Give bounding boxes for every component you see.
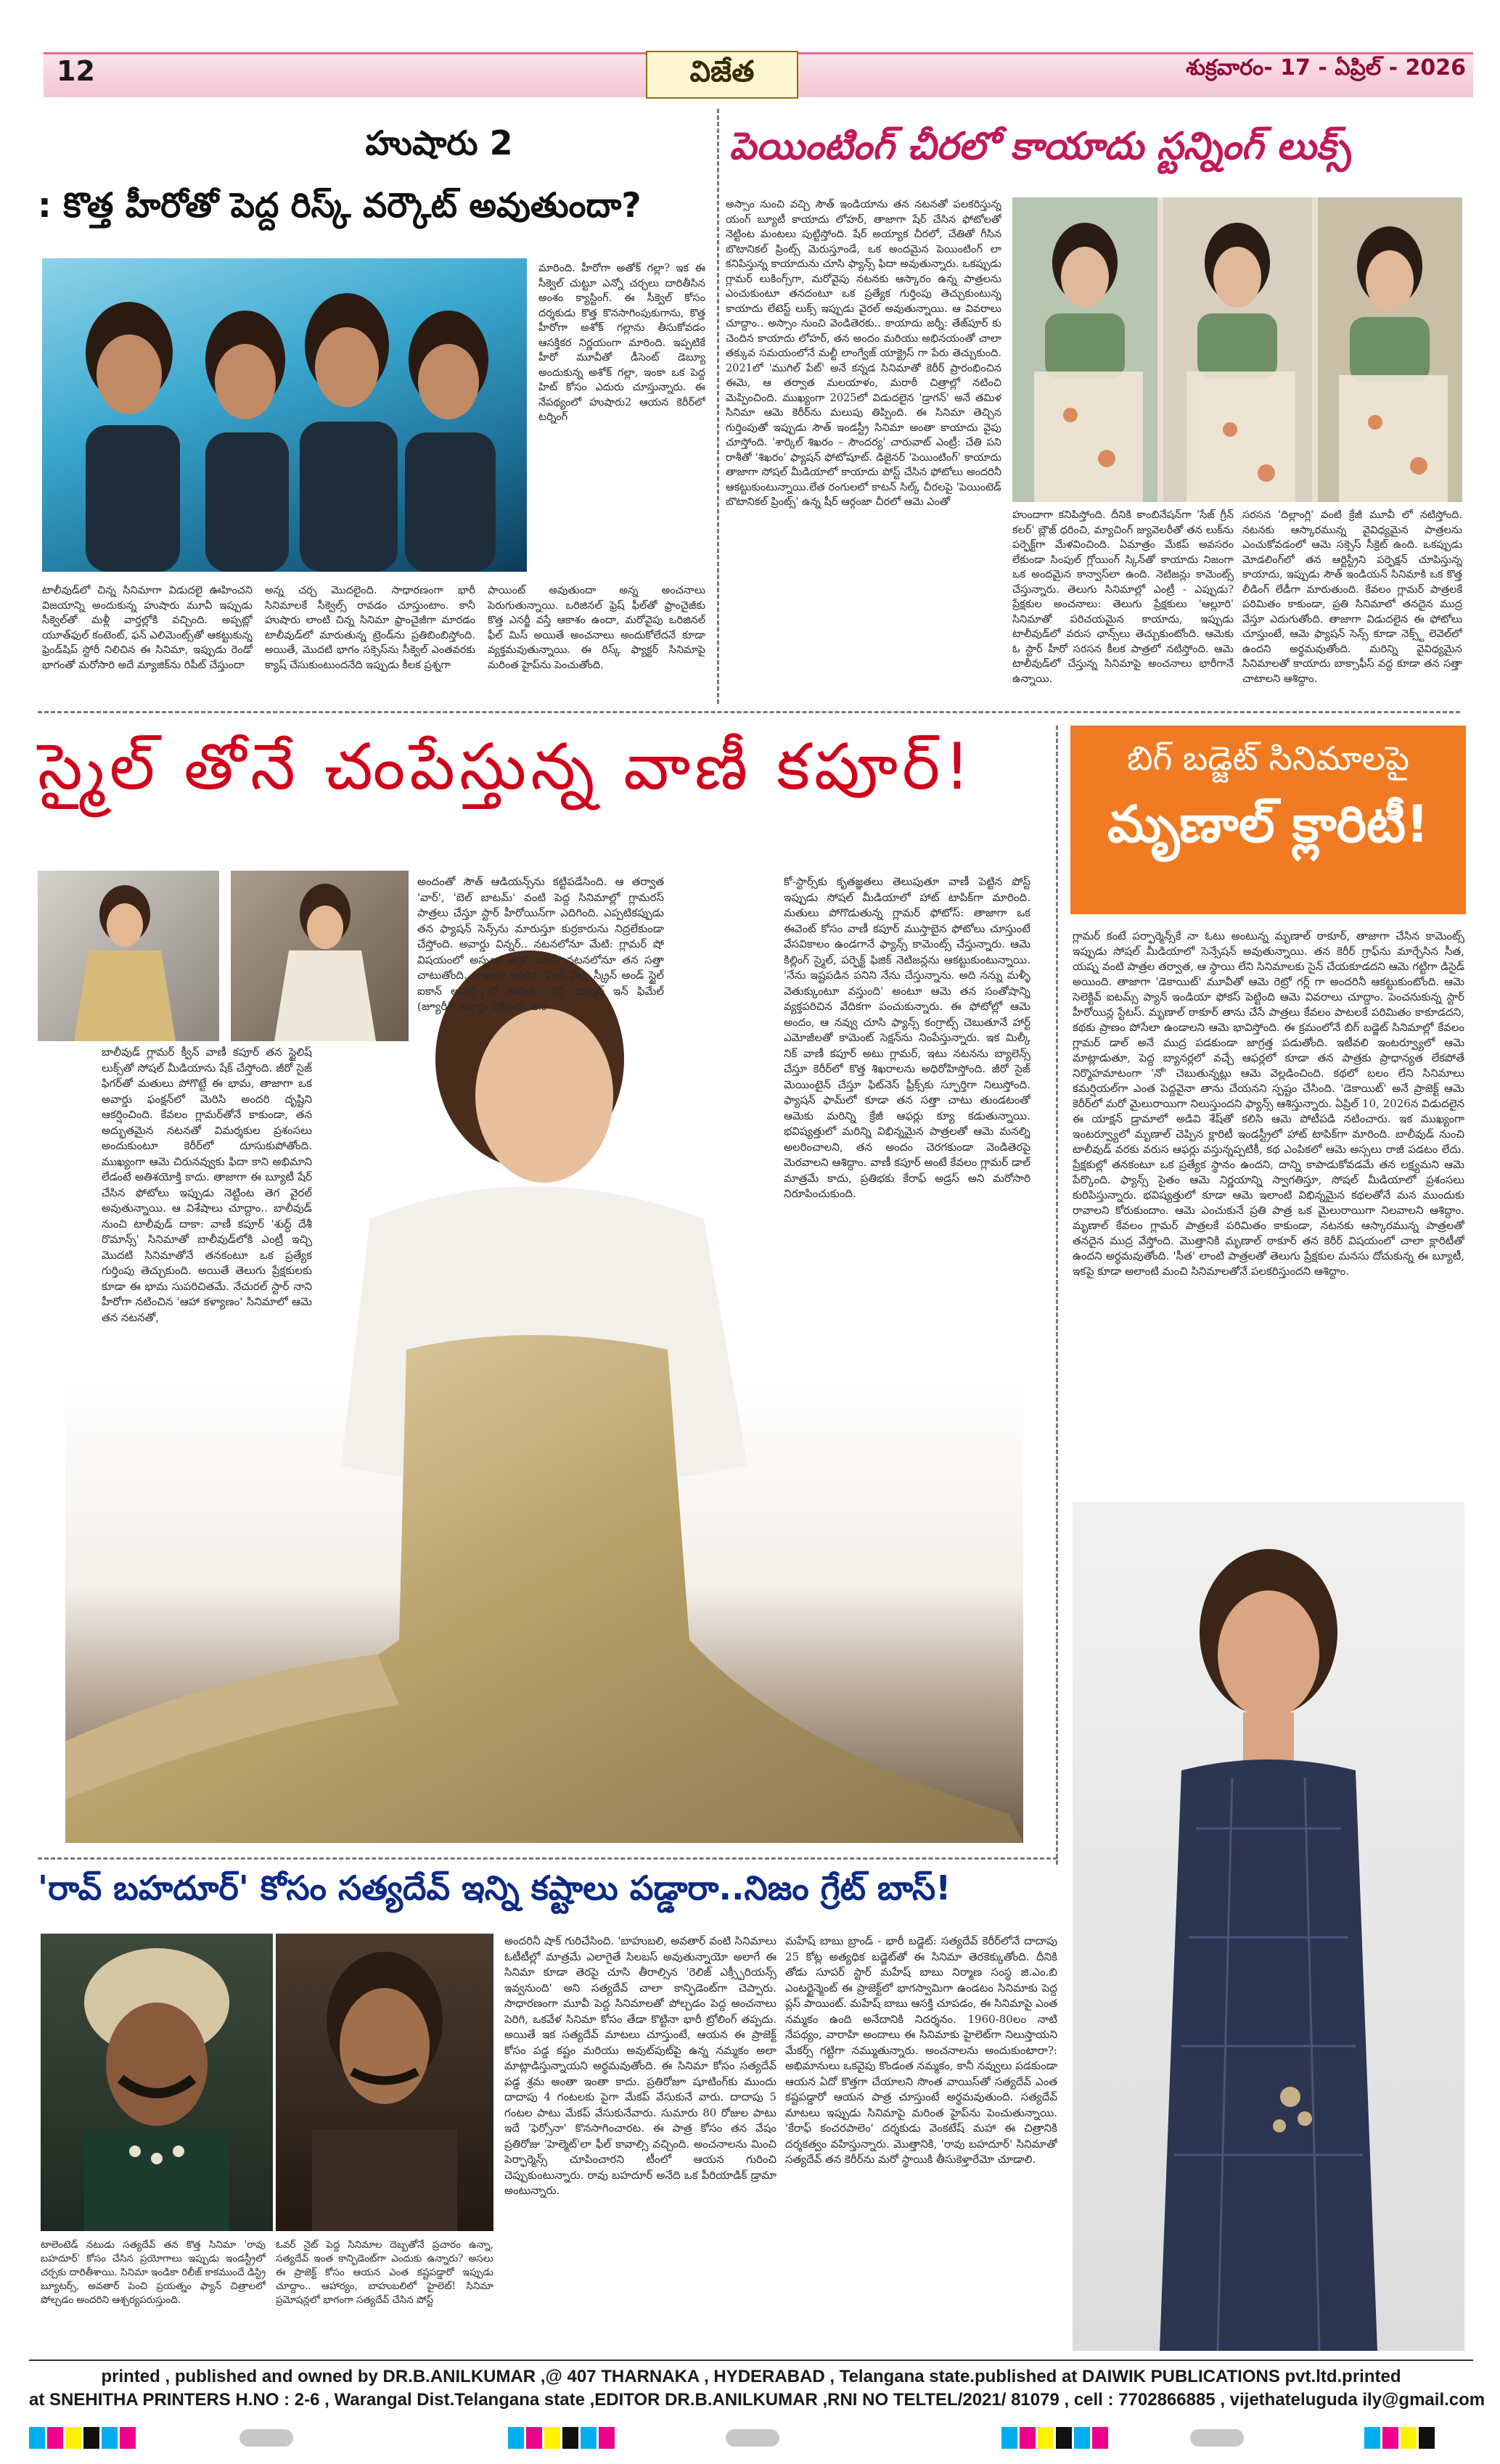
footer-imprint-line2: at SNEHITHA PRINTERS H.NO : 2-6 , Warangal Dist.Telangana state ,EDITOR DR.B.ANILKUMAR ,RNI NO TELTEL/2021/ 81079 , cell : 7702866885 , vijethateluguda ily@gmail.com bbox=[29, 2390, 1485, 2410]
vaani-text-mid: అందంతో సౌత్ ఆడియన్స్‌ను కట్టిపడేసింది. ఆ తర్వాత 'వార్', 'బెల్ బాటమ్' వంటి పెద్ద సినిమాల్లో గ్లామరస్ పాత్రలు చేస్తూ స్టార్ హీరోయిన్‌గా ఎదిగింది. ఎప్పటికప్పుడు తన ఫ్యాషన్ సెన్స్‌ను మారుస్తూ కుర్రకారును నిద్రలేకుండా చేస్తోంది. అవార్డు విన్నర్.. నటనలోనూ మేటి: గ్లామర్ షో విషయంలో అస్సలు తగ్గని వాణీ, నటనలోనూ తన సత్తా చాటుతోంది. తాజాగా జరిగిన 'పింక్ విల్లా స్క్రీన్ అండ్ స్టైల్ ఐకాన్ అవార్డ్స్'లో ఈమెకు 'బెస్ట్ యాక్టర్ ఇన్ ఫిమేల్ (జ్యూరీ)' అవార్డు దక్కింది. తన bbox=[417, 875, 664, 1013]
color-registration-bar-right bbox=[1001, 2427, 1110, 2452]
kayadu-text-top: అస్సాం నుంచి వచ్చి సౌత్ ఇండియాను తన నటనతో పలకరిస్తున్న యంగ్ బ్యూటీ కాయాదు లోహర్, తాజాగా షేర్ చేసిన ఫోటోలతో నెట్టింట మంటలు పుట్టిస్తోంది. షేర్ అయ్యాక చీరలో, చేతితో గీసిన బొటానికల్ ప్రింట్స్ మెరుస్తూండే, ఒక అందమైన పెయింటింగ్ లా కనిపిస్తున్న కాయాదును చూసి ఫ్యాన్స్ ఫిదా అవుతున్నారు. ఒకప్పుడు గ్లామర్ లుకింగ్స్‌గా, మరోవైపు నటనకు ఆస్కారం ఉన్న పాత్రలను ఎంచుకుంటూ తనదంటూ ఒక ప్రత్యేక గుర్తింపు తెచ్చుకుంటున్న కాయాదు లేటెస్ట్ లుక్స్ ఇప్పుడు వైరల్ అవుతున్నాయి. ఆ వివరాలు చూద్దాం.. అస్సాం నుంచి వెండితెరకు.. కాయాదు జర్నీ: తేజ్‌పూర్ కు చెందిన కాయాదు లోహర్, తన అందం మరియు అభినయంతో చాలా తక్కువ సమయంలోనే మల్టీ లాంగ్వేజ్ యాక్ట్రెస్ గా పేరు తెచ్చుకుంది. 2021లో 'ముగిల్ పేట్' అనే కన్నడ సినిమాతో కెరీర్ ప్రారంభించిన ఈమె, ఆ తర్వాత మలయాళం, మరాఠీ చిత్రాల్లో నటించి మెప్పించింది. ముఖ్యంగా 2025లో విడుదలైన 'డ్రాగన్' అనే తమిళ సినిమా ఆమె కెరీర్‌ను మలుపు తిప్పింది. ఈ సినిమా తెచ్చిన గుర్తింపుతో ఇప్పుడు సౌత్ ఇండస్ట్రీ సినిమా అంతా కాయాదు వైపు చూస్తోంది. 'శార్కిల్‌ శిఖరం – సౌందర్య' చారువాట్ ఎంట్రీ: చేతి పని రాశీతో 'శిఖరం' ఫ్యాషన్ ఫోటోషూట్. డిజైనర్ 'పెయింటింగ్' కాయాదు తాజాగా సోషల్ మీడియాలో కాయాదు పోస్ట్ చేసిన ఫోటోలు అందరినీ ఆకట్టుకుంటున్నాయి.లేత రంగులలో కాటన్ సిల్క్ చీరలపై 'పెయింటెడ్ బొటానికల్ ప్రింట్స్' ఉన్న షీర్ ఆర్గంజా చీరలో ఆమె ఎంతో bbox=[726, 199, 1001, 508]
page-number: 12 bbox=[57, 55, 95, 87]
mrunal-title-line2: మృణాల్ క్లారిటీ! bbox=[1107, 794, 1430, 854]
satyadev-photo-moustache bbox=[276, 1934, 493, 2231]
registration-oval bbox=[726, 2429, 779, 2447]
group-photo-illustration bbox=[42, 258, 527, 572]
satyadev-photo-turban bbox=[41, 1934, 273, 2231]
kayadu-saree-illustration bbox=[1012, 197, 1462, 502]
kayadu-title: పెయింటింగ్ చీరలో కాయాదు స్టన్నింగ్ లుక్స్ bbox=[729, 125, 1351, 168]
color-registration-bar-mid bbox=[508, 2427, 617, 2452]
satyadev-title: 'రావ్ బహదూర్' కోసం సత్యదేవ్ ఇన్ని కష్టాలు పడ్డారా..నిజం గ్రేట్ బాస్! bbox=[38, 1868, 951, 1907]
husharu-text-col3: పాయింట్ అవుతుందా అన్న అంచనాలు పెరుగుతున్నాయి. ఒరిజినల్ ఫ్రెష్ ఫీల్‌తో ఫ్రాంచైజీకు కొత్త ఎనర్జీ వస్తే ఆకాశం ఉందా, మరోవైపు ఒరిజినల్ ఫీల్ మిస్ అయితే అంచనాలు అందుకోలేదనే కూడా వ్యక్తమవుతున్నాయి. ఈ రిస్క్ ఫ్యాక్టర్ సినిమాపై మరింత హైప్‌ను పెంచుతోంది. bbox=[488, 585, 705, 671]
color-registration-bar-left bbox=[29, 2427, 138, 2452]
kayadu-saree-photos bbox=[1012, 197, 1462, 502]
husharu-text-col2: అన్న చర్చ మొదలైంది. సాధారణంగా భారీ సినిమాలకే సీక్వెల్స్ రావడం చూస్తుంటాం. కానీ హుషారు లాంటి చిన్న సినిమా ఫ్రాంచైజీగా మారడం టాలీవుడ్‌లో మారుతున్న ట్రెండ్‌ను ప్రతిబింబిస్తోంది. అయితే, మొదటి భాగం సక్సెస్‌ను సీక్వెల్ ఎంతవరకు క్యాష్ చేసుకుంటుందనేది ఇప్పుడు కీలక ప్రశ్నగా bbox=[265, 585, 475, 671]
vaani-text-right: కో-స్టార్స్‌కు కృతజ్ఞతలు తెలుపుతూ వాణీ పెట్టిన పోస్ట్ ఇప్పుడు సోషల్ మీడియాలో హాట్ టాపిక్‌గా మారింది. మతులు పోగొడుతున్న గ్లామర్ ఫోటోస్: తాజాగా ఒక ఈవెంట్ కోసం వాణీ కపూర్ ముస్తాబైన ఫోటోలు చూస్తుంటే వేసవికాలం ఉండగానే ఫ్యాన్స్ కామెంట్స్ చేస్తున్నారు. ఆమె కిల్లింగ్ స్మైల్, పర్ఫెక్ట్ ఫిజిక్ నెటిజన్లను ఆకట్టుకుంటున్నాయి. 'నేను ఇష్టపడిన పనిని నేను చేస్తున్నాను. అది నన్ను మళ్ళీ వెతుక్కుంటూ వస్తుంది' అంటూ ఆమె తన సంతోషాన్ని వ్యక్తపరిచిన వేదికగా పంచుకున్నారు. ఈ ఫోటోల్లో ఆమె అందం, ఆ నవ్వు చూసి ఫ్యాన్స్ కంగ్రాట్స్ చెబుతూనే హార్ట్ ఎమోజీలతో కామెంట్ సెక్షన్‌ను నింపేస్తున్నారు. ఇక మిల్కీ నిక్ వాణీ కపూర్ అటు గ్లామర్, ఇటు నటనను బ్యాలెన్స్ చేస్తూ కెరీర్‌లో కొత్త శిఖరాలను అధిరోహిస్తోంది. జీరో సైజ్ మెయింటైన్ చేస్తూ ఫిట్‌నెస్ ఫ్రీక్స్‌కు స్ఫూర్తిగా నిలుస్తోంది. ఫ్యాషన్ ఫామ్‌లో కూడా తన సత్తా చాటు తుండటంతో ఆమెకు మరిన్ని క్రేజీ ఆఫర్లు క్యూ కడుతున్నాయి. భవిష్యత్తులో మరిన్ని విభిన్నమైన పాత్రలతో ఆమె మనల్ని అలరించాలని, తన అందం చెరగకుండా వెండితెరపై మెరవాలని ఆశిద్దాం. వాణీ కపూర్ అంటే కేవలం గ్లామర్ డాల్ మాత్రమే కాదు, ప్రతిభకు కేరాఫ్ అడ్రస్ అని మరోసారి నిరూపించుకుంది. bbox=[784, 875, 1030, 1200]
husharu-text-col1: టాలీవుడ్‌లో చిన్న సినిమాగా విడుదలై ఊహించని విజయాన్ని అందుకున్న హుషారు మూవీ ఇప్పుడు సీక్వెల్‌తో మళ్లీ వార్తల్లోకి వచ్చింది. అప్పట్లో యూత్‌ఫుల్ కంటెంట్, ఫన్ ఎలిమెంట్స్‌తో ఆకట్టుకున్న ఫ్రెండ్‌షిప్ స్టోరీ నిలిచిన ఈ సినిమా, ఇప్పుడు రెండో భాగంతో మరోసారి అదే మ్యాజిక్‌ను రిపీట్ చేస్తుందా bbox=[42, 585, 253, 671]
footer-rule bbox=[29, 2360, 1473, 2361]
satyadev-text-col2: మహేష్ బాబు బ్రాండ్ - భారీ బడ్జెట్: సత్యదేవ్ కెరీర్‌లోనే దాదాపు 25 కోట్ల అత్యధిక బడ్జెట్‌తో ఈ సినిమా తెరకెక్కుతోంది. దీనికి తోడు సూపర్ స్టార్ మహేష్ బాబు నిర్మాణ సంస్థ జి.ఎం.బి ఎంటర్టైన్మెంట్ ఈ ప్రాజెక్ట్‌లో భాగస్వామిగా ఉండటం సినిమాకు పెద్ద ప్లస్ పాయింట్. మహేష్ బాబు ఆసక్తి చూపడం, ఈ సినిమాపై ఎంత నమ్మకం ఉంది అనేదానికి నిదర్శనం. 1960-80లం నాటి నేపథ్యం, వారాహి అందాలు ఈ సినిమాకు హైలెట్‌గా నిలుస్తాయని మేకర్స్ గట్టిగా నమ్ముతున్నారు. అంచనాలను అందుకుంటారా?: అభిమానులు ఒకవైపు కొండంత నమ్మకం, కానీ నవ్వులు పడకుండా ఆయన ఏదో కొత్తగా చేయాలని సొంత వాయిస్‌తో సత్యదేవ్ ఎంత కష్టపడ్డారో ఆయన పాత్ర చూస్తుంటే అర్థమవుతుంది. సత్యదేవ్ మాటలు ఇప్పుడు సినిమాపై మరింత హైప్‌ను పెంచుతున్నాయి. 'కేరాఫ్ కంచరపాలెం' దర్శకుడు వెంకటేష్ మహా ఈ చిత్రానికి దర్శకత్వం వహిస్తున్నారు. మొత్తానికి, 'రావు బహదూర్' సినిమాతో సత్యదేవ్ తన కెరీర్‌ను మరో స్థాయికి తీసుకెళ్తారేమో చూడాలి. bbox=[785, 1934, 1057, 2166]
issue-date: శుక్రవారం- 17 - ఏప్రిల్ - 2026 bbox=[1186, 55, 1466, 81]
kayadu-text-col1: హుందాగా కనిపిస్తోంది. దీనికి కాంబినేషన్‌గా 'సేజ్ గ్రీన్ కలర్' బ్లౌజ్ ధరించి, మ్యాచింగ్ జ్యువెలరీతో తన లుక్‌ను పర్ఫెక్ట్‌గా మేళవించింది. ఏమాత్రం మేకప్ అవసరం లేకుండా సింపుల్ గ్లోయింగ్ స్కిన్‌తో కాయాదు నిజంగా ఒక అందమైన కాన్వాస్‌లా ఉంది. నెటిజన్లు కామెంట్స్ చేస్తున్నారు. తెలుగు సినిమాల్లో ఎంట్రీ - ఎప్పుడు? ప్రేక్షకుల అంచనాలు: తెలుగు ప్రేక్షకులు 'ఆల్లూరి' సినిమాతో పరిచయమైన కాయాదు, ఇప్పుడు టాలీవుడ్‌లో వరుస ఛాన్స్‌లు తెచ్చుకుంటోంది. ఆమెకు ఓ స్టార్ హీరో సరసన కీలక పాత్రలో నటిస్తోంది. ఆమె టాలీవుడ్‌లో చేస్తున్న సినిమాపై అంచనాలు భారీగానే ఉన్నాయి. bbox=[1012, 509, 1234, 685]
column-divider bbox=[1056, 726, 1058, 1865]
vaani-title: స్మైల్ తోనే చంపేస్తున్న వాణీ కపూర్! bbox=[38, 729, 975, 804]
registration-oval bbox=[239, 2429, 293, 2447]
footer-imprint-line1: printed , published and owned by DR.B.ANILKUMAR ,@ 407 THARNAKA , HYDERABAD , Telangana state.published at DAIWIK PUBLICATIONS pvt.ltd.printed bbox=[101, 2367, 1401, 2386]
mrunal-dress-illustration bbox=[1073, 1502, 1464, 2351]
kayadu-text-col2: సరసన 'దిల్లాంగ్లి' వంటి క్రేజీ మూవీ లో నటిస్తోంది. నటనకు ఆస్కారమున్న వైవిధ్యమైన పాత్రలను ఎంచుకోవడంలో ఆమె సక్సెస్ సీక్రెట్ ఉంది. ఒకప్పుడు మోడలింగ్‌లో తన ఆర్టిస్ట్రీని పర్ఫెక్షన్ చూపిస్తున్న కాయాదు, ఇప్పుడు సౌత్ ఇండియన్ సినిమాకి ఒక కొత్త లీడింగ్ లేడీగా మారుతుంది. కేవలం గ్లామర్ పాత్రలకే పరిమితం కాకుండా, ప్రతి సినిమాలో తనదైన ముద్ర వేస్తూ ఎదుగుతోంది. తాజాగా విడుదలైన ఈ ఫోటోలు చూస్తుంటే, ఆమె ఫ్యాషన్ సెన్స్ కూడా నెక్స్ట్ లెవెల్‌లో ఉందని అర్థమవుతోంది. మరిన్ని వైవిధ్యమైన సినిమాలతో కాయాదు బాక్సాఫీస్ వద్ద కూడా తన సత్తా చాటాలని ఆశిద్దాం. bbox=[1242, 509, 1462, 685]
column-divider bbox=[717, 109, 719, 704]
husharu-side-text: మారింది. హీరోగా అతోక్ గల్లా? ఇక ఈ సీక్వెల్ చుట్టూ ఎన్నో చర్చలు దారితీసిన అంశం క్యాస్టింగ్. ఈ సీక్వెల్ కోసం దర్శకుడు కొత్త కొనసాగింపుకుగాను, కొత్త హీరోగా అశోక్ గల్లాను తీసుకోవడం ఆసక్తికర నిర్ణయంగా మారింది. ఇప్పటికే హీరో మూవీతో డీసెంట్ డెబ్యూ అందుకున్న అశోక్ గల్లా, ఇంకా ఒక పెద్ద హిట్ కోసం ఎదురు చూస్తున్నారు. ఈ నేపథ్యంలో హుషారు2 ఆయన కెరీర్‌లో టర్నింగ్ bbox=[538, 263, 705, 423]
registration-oval bbox=[1190, 2429, 1244, 2447]
husharu-subtitle: : కొత్త హీరోతో పెద్ద రిస్క్ వర్కౌట్ అవుతుందా? bbox=[38, 186, 642, 226]
section-divider bbox=[38, 711, 1460, 713]
mrunal-text: గ్లామర్ కంటే పర్ఫార్మెన్స్‌కే నా ఓటు అంటున్న మృణాల్ ఠాకూర్, తాజాగా చేసిన కామెంట్స్ ఇప్పుడు సోషల్ మీడియాలో సెన్సేషన్ అవుతున్నాయి. తన కెరీర్ గ్రాఫ్‌ను మార్చేసిన సీత, యష్న వంటి పాత్రల తర్వాత, ఆ స్థాయి లేని సినిమాలకు సైన్ చేయకూడదని ఆమె గట్టిగా డిసైడ్ అయింది. తాజాగా 'డెకాయిట్' మూవీతో ఆమె రెట్రో గర్ల్ గా అందరినీ ఆకట్టుకుంటోంది. ఆమె సెలెక్టివ్ ఐటమ్స్ ప్యాన్ ఇండియా ఫోకస్ పెట్టింది ఆమె వివరాలు చూద్దాం. పెంచనుకున్న స్టార్ హీరోయిన్ల స్టేటస్. మృణాల్ ఠాకూర్ తాను చేసే పాత్రలు కేవలం పాటలకే పరిమితం కాకూడదని, కథకు ప్రాణం పోసేలా ఉండాలని ఆమె భావిస్తోంది. ఈ క్రమంలోనే బిగ్ బడ్జెట్ సినిమాల్లో కేవలం గ్లామర్ డాల్ అనే ముద్ర పడకుండా జాగ్రత్త పడుతోంది. ఇటీవలి ఇంటర్వ్యూలో ఆమె మాట్లాడుతూ, పెద్ద బ్యానర్లలో వచ్చే ఆఫర్లలో కూడా తన పాత్రకు ప్రాధాన్యత లేకపోతే నిర్మొహమాటంగా 'నో' చెబుతున్నట్లు ఆమె వెల్లడించింది. కథలో బలం లేని సినిమాలు కమర్షియల్‌గా ఎంత పెద్దవైనా తాను చేయనని స్పష్టం చేసింది. 'డెకాయిట్' అనే ప్రాజెక్ట్ ఆమె కెరీర్‌లో మరో మైలురాయిగా నిలుస్తుందని ఫ్యాన్స్ ఆశిస్తున్నారు. ఏప్రిల్ 10, 2026న విడుదలైన ఈ యాక్షన్ డ్రామాలో అడివి శేష్‌తో కలిసి ఆమె పోటీపడి నటించారు. ఇక ముఖ్యంగా ఇంటర్వ్యూలో మృణాల్ చెప్పిన క్లారిటీ ఇండస్ట్రీలో హాట్ టాపిక్‌గా మారింది. బాలీవుడ్ నుంచి టాలీవుడ్ వరకు వరుస ఆఫర్లు వస్తున్నప్పటికీ, కథ ఎంపికలో ఆమె అస్సలు రాజీ పడటం లేదు. ప్రేక్షకుల్లో తనకంటూ ఒక ప్రత్యేక స్థానం ఉందని, దాన్ని కాపాడుకోవడమే తన లక్ష్యమని ఆమె పేర్కొంది. ఫ్యాన్స్ సైతం ఆమె నిర్ణయాన్ని స్వాగతిస్తూ, సోషల్ మీడియాలో ప్రశంసలు కురిపిస్తున్నారు. భవిష్యత్తులో కూడా ఆమె ఇలాంటి విభిన్నమైన కథలతోనే మన ముందుకు రావాలని కోరుకుందాం. ఆమె ఎంచుకునే ప్రతి పాత్ర ఒక మైలురాయిగా నిలవాలని ఆశిద్దాం. మృణాల్ కేవలం గ్లామర్ పాత్రలకే పరిమితం కాకుండా, నటనకు ఆస్కారమున్న పాత్రలతో తనదైన ముద్ర వేస్తోంది. మొత్తానికి మృణాల్ ఠాకూర్ తన కెరీర్ విషయంలో చాలా క్లారిటీతో ఉందని అర్థమవుతోంది. 'సీత' లాంటి పాత్రలతో తెలుగు ప్రేక్షకుల మనసు దోచుకున్న ఈ బ్యూటీ, ఇకపై కూడా అలాంటి మంచి సినిమాలతోనే పలకరిస్తుందని ఆశిద్దాం. bbox=[1073, 929, 1464, 1278]
color-registration-bar-end bbox=[1364, 2427, 1437, 2452]
satyadev-text-col1: అందరినీ షాక్ గురిచేసింది. 'బాహుబలి, అవతార్ వంటి సినిమాలు ఓటీటీల్లో మాత్రమే ఎలాగైతే సిలబస్ అవుతున్నాయో అలాగే ఈ సినిమా కూడా తెరపై చూసి తీరాల్సిన 'రెలిజ్ ఎక్స్పీరియన్స్ ఇవ్వనుంది' అని సత్యదేవ్ చాలా కాన్ఫిడెంట్‌గా చెప్పారు. సాధారణంగా మూవీ పెద్ద సినిమాలతో పోల్చడం పెద్ద అంచనాలు పెరిగి, ఒకవేళ సినిమా కోసం తేడా కొట్టినా భారీ ట్రోలింగ్ తప్పదు. అయితే ఇక సత్యదేవ్ మాటలు చూస్తుంటే, ఆయన ఈ ప్రాజెక్ట్ కోసం పడ్డ కష్టం మరియు అవుట్‌పుట్‌పై ఉన్న నమ్మకం అలా మాట్లాడిస్తున్నాయని అర్థమవుతోంది. ఈ సినిమా కోసం సత్యదేవ్ పడ్డ శ్రమ అంతా ఇంతా కాదు. ప్రతిరోజూ షూటింగ్‌కు ముందు దాదాపు 4 గంటలకు పైగా మేకప్ వేసుకునే వారు. దాదాపు 5 గంటల పాటు మేకప్ వేసుకునేవారు. సుమారు 80 రోజుల పాటు ఇదే 'ఫెర్సోనా' కొనసాగించారట. ఈ పాత్ర కోసం తన వేషం ప్రతిరోజు 'హెల్మెట్'లా ఫీల్ కావాల్సి వచ్చింది. అంచనాలను మించి పెర్ఫార్మెన్స్ చూపించారని టీంలో ఆయన గురించి చెప్పుకుంటున్నారు. రావు బహదూర్ అనేది ఒక పీరియాడిక్ డ్రామా అంటున్నారు. bbox=[504, 1934, 776, 2197]
satyadev-caption-right: ఓవర్ నైట్ పెద్ద సినిమాల దెబ్బతోనే ప్రచారం ఉన్నా, సత్యదేవ్ ఇంత కాన్ఫిడెంట్‌గా ఎందుకు ఉన్నారు? అసలు ఈ ప్రాజెక్ట్ కోసం ఆయన ఎంత కష్టపడ్డారో ఇప్పుడు చూద్దాం.. ఆహార్యం, బాహుబలిలో హైలెట్! సినిమా ప్రమోషన్లలో భాగంగా సత్యదేవ్ చేసిన పోస్ట్ bbox=[276, 2239, 493, 2306]
husharu-cast-photo bbox=[42, 258, 527, 572]
newspaper-logo: విజేత bbox=[646, 51, 798, 99]
satyadev-caption-left: టాలెంటెడ్ నటుడు సత్యదేవ్ తన కొత్త సినిమా 'రావు బహదూర్' కోసం చేసిన ప్రయోగాలు ఇప్పుడు ఇండస్ట్రీలో చర్చకు దారితీశాయి. సినిమా ఇండికా రిలీజ్ కాకముందే డిస్ట్రి బ్యూటర్స్, అవతార్ పెంచి ప్రయత్నం ఫ్యాన్ చిత్రాలలో పోల్చడం అందరిని ఆశ్చర్యపరుస్తుంది. bbox=[41, 2239, 266, 2306]
husharu-title: హుషారు 2 bbox=[365, 123, 513, 163]
mrunal-title-line1: బిగ్ బడ్జెట్ సినిమాలపై bbox=[1127, 739, 1409, 778]
vaani-text-left: బాలీవుడ్ గ్లామర్ క్వీన్ వాణీ కపూర్ తన స్టైలిష్ లుక్స్‌తో సోషల్ మీడియాను షేక్ చేస్తోంది. జీరో సైజ్ ఫిగర్‌తో మతులు పోగొట్టే ఈ భామ, తాజాగా ఒక అవార్డు ఫంక్షన్‌లో మెరిసి అందరి దృష్టిని ఆకర్షించింది. కేవలం గ్లామర్‌తోనే కాకుండా, తన అద్భుతమైన నటనతో విమర్శకుల ప్రశంసలు అందుకుంటూ కెరీర్‌లో దూసుకుపోతోంది. ముఖ్యంగా ఆమె చిరునవ్వుకు ఫిదా కాని అభిమాని లేడంటే అతిశయోక్తి కాదు. తాజాగా ఈ బ్యూటీ షేర్ చేసిన ఫోటోలు ఇప్పుడు నెట్టింట తెగ వైరల్ అవుతున్నాయి. ఆ విశేషాలు చూద్దాం.. బాలీవుడ్ నుంచి టాలీవుడ్ దాకా: వాణీ కపూర్ 'శుద్ధ్ దేశీ రొమాన్స్' సినిమాతో బాలీవుడ్‌లోకి ఎంట్రీ ఇచ్చి మొదటి సినిమాతోనే తనకంటూ ఒక ప్రత్యేక గుర్తింపు తెచ్చుకుంది. అయితే తెలుగు ప్రేక్షకులకు కూడా ఈ భామ సుపరిచితమే. నేచురల్ స్టార్ నాని హీరోగా నటించిన 'ఆహా కళ్యాణం' సినిమాలో ఆమె తన నటనతో, bbox=[102, 1046, 312, 1324]
mrunal-photo bbox=[1073, 1502, 1464, 2351]
section-divider bbox=[38, 1857, 1057, 1860]
